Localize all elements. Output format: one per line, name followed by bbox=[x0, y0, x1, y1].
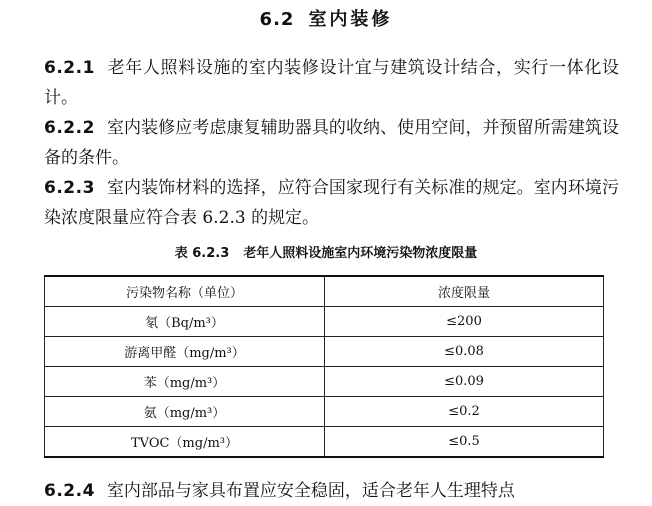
pollutant-name-cell: TVOC（mg/m³） bbox=[45, 427, 325, 458]
limit-value-cell: ≤0.5 bbox=[325, 427, 604, 458]
limit-value-cell: ≤0.08 bbox=[325, 337, 604, 367]
clause-text: 老年人照料设施的室内装修设计宜与建筑设计结合，实行一体化设计。 bbox=[44, 58, 619, 108]
clause-number: 6.2.3 bbox=[44, 178, 95, 198]
clause-text: 室内部品与家具布置应安全稳固，适合老年人生理特点 bbox=[106, 481, 515, 501]
section-title bbox=[0, 8, 652, 32]
pollutant-name-cell: 氨（mg/m³） bbox=[45, 397, 325, 427]
limit-value-cell: ≤0.2 bbox=[325, 397, 604, 427]
table-row bbox=[45, 427, 604, 458]
table-row bbox=[45, 367, 604, 397]
clause bbox=[44, 113, 619, 173]
clause-text: 室内装饰材料的选择，应符合国家现行有关标准的规定。室内环境污染浓度限量应符合表 6.2.3 的规定。 bbox=[44, 178, 619, 228]
table-header-limit: 浓度限量 bbox=[325, 276, 604, 307]
clause-text: 室内装修应考虑康复辅助器具的收纳、使用空间，并预留所需建筑设备的条件。 bbox=[44, 118, 619, 168]
table-row bbox=[45, 337, 604, 367]
limit-value-cell: ≤0.09 bbox=[325, 367, 604, 397]
table-row bbox=[45, 397, 604, 427]
table-header-pollutant: 污染物名称（单位） bbox=[45, 276, 325, 307]
clause-number: 6.2.1 bbox=[44, 58, 95, 78]
table-number: 表 6.2.3 bbox=[174, 246, 230, 261]
table-caption-text: 老年人照料设施室内环境污染物浓度限量 bbox=[243, 246, 478, 261]
pollutant-name-cell: 游离甲醛（mg/m³） bbox=[45, 337, 325, 367]
section-title-text: 室内装修 bbox=[308, 9, 393, 30]
limit-value-cell: ≤200 bbox=[325, 307, 604, 337]
table-header-row bbox=[45, 276, 604, 307]
clause-number: 6.2.2 bbox=[44, 118, 95, 138]
pollutant-name-cell: 氡（Bq/m³） bbox=[45, 307, 325, 337]
clause-number: 6.2.4 bbox=[44, 481, 95, 501]
table-caption bbox=[0, 244, 652, 264]
section-number: 6.2 bbox=[259, 9, 295, 30]
pollutant-limits-table bbox=[44, 275, 604, 458]
pollutant-name-cell: 苯（mg/m³） bbox=[45, 367, 325, 397]
clause-list bbox=[44, 53, 619, 233]
clause bbox=[44, 173, 619, 233]
table-row bbox=[45, 307, 604, 337]
clause bbox=[44, 476, 644, 506]
clause bbox=[44, 53, 619, 113]
